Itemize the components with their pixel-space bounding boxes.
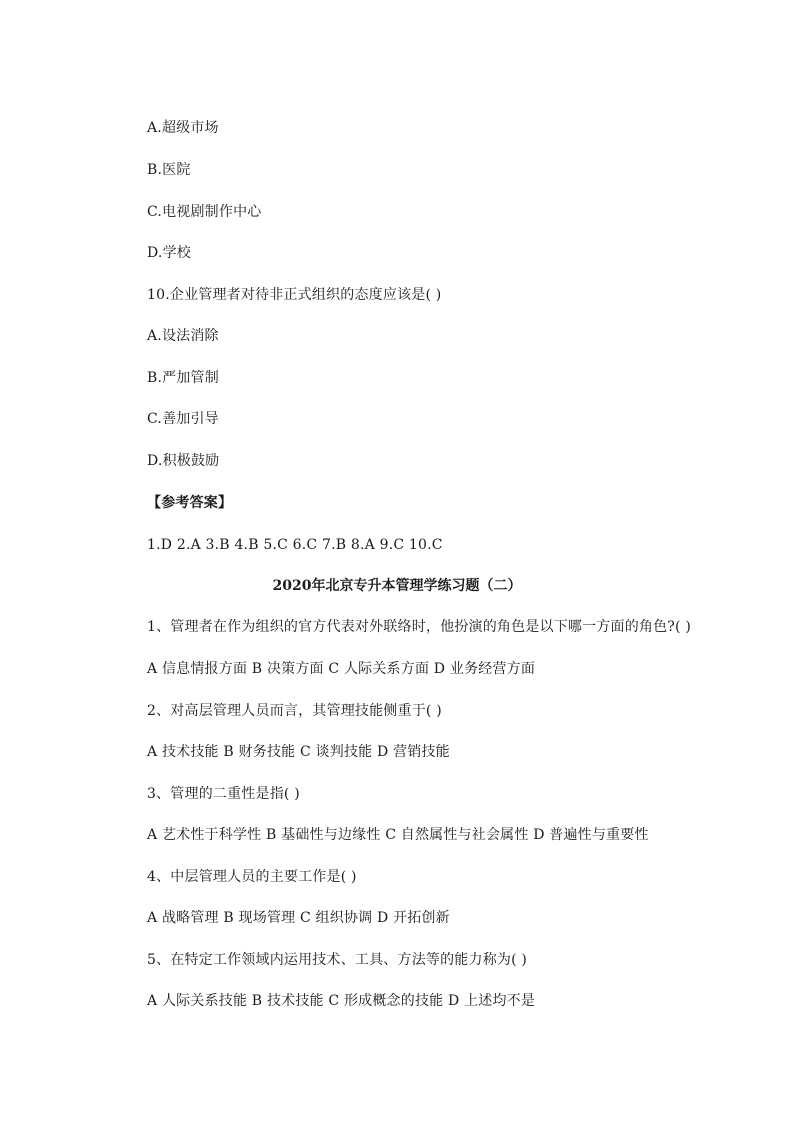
q10-option-c: C.善加引导: [147, 411, 219, 427]
q9-option-a: A.超级市场: [147, 120, 219, 136]
answers-list: 1.D 2.A 3.B 4.B 5.C 6.C 7.B 8.A 9.C 10.C: [147, 537, 443, 553]
s2-q1-question: 1、管理者在作为组织的官方代表对外联络时，他扮演的角色是以下哪一方面的角色?( ): [147, 619, 691, 635]
q10-question: 10.企业管理者对待非正式组织的态度应该是( ): [147, 287, 442, 303]
answers-heading: 【参考答案】: [147, 495, 233, 511]
q10-option-b: B.严加管制: [147, 370, 219, 386]
q9-option-c: C.电视剧制作中心: [147, 204, 262, 220]
s2-q1-options: A 信息情报方面 B 决策方面 C 人际关系方面 D 业务经营方面: [147, 661, 536, 677]
s2-q5-question: 5、在特定工作领域内运用技术、工具、方法等的能力称为( ): [147, 952, 528, 968]
q9-option-d: D.学校: [147, 245, 191, 261]
s2-q4-options: A 战略管理 B 现场管理 C 组织协调 D 开拓创新: [147, 910, 450, 926]
s2-q2-question: 2、对高层管理人员而言，其管理技能侧重于( ): [147, 703, 442, 719]
s2-q3-question: 3、管理的二重性是指( ): [147, 786, 300, 802]
s2-q3-options: A 艺术性于科学性 B 基础性与边缘性 C 自然属性与社会属性 D 普遍性与重要性: [147, 827, 649, 843]
s2-q2-options: A 技术技能 B 财务技能 C 谈判技能 D 营销技能: [147, 744, 450, 760]
s2-q5-options: A 人际关系技能 B 技术技能 C 形成概念的技能 D 上述均不是: [147, 993, 536, 1009]
s2-q4-question: 4、中层管理人员的主要工作是( ): [147, 869, 357, 885]
q10-option-d: D.积极鼓励: [147, 453, 220, 469]
q9-option-b: B.医院: [147, 162, 191, 178]
section-title: 2020年北京专升本管理学练习题（二）: [272, 578, 522, 594]
q10-option-a: A.设法消除: [147, 328, 219, 344]
